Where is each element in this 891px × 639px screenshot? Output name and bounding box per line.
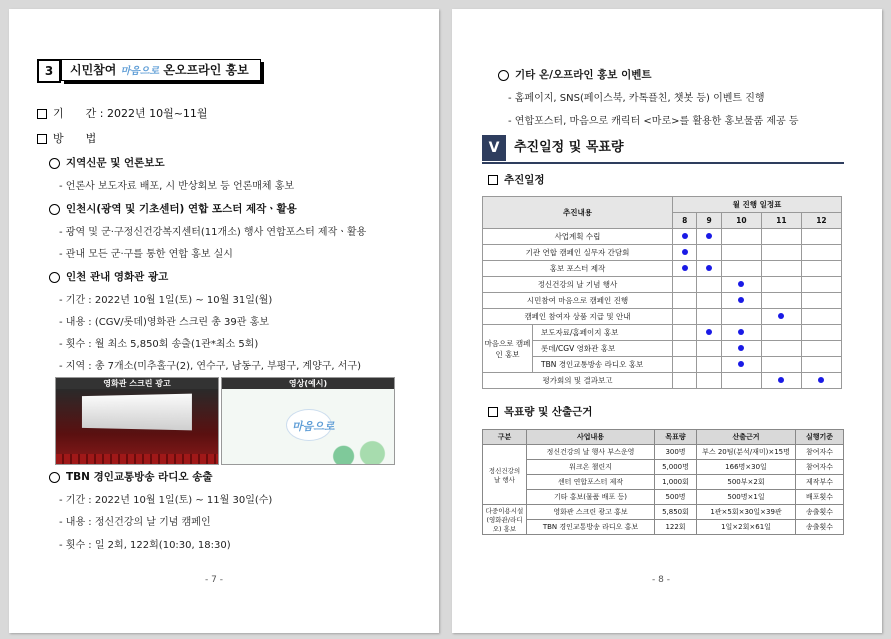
schedule-cell: [673, 357, 697, 373]
item-heading: [49, 201, 297, 216]
schedule-task: 사업계획 수립: [483, 229, 673, 245]
goal-cell: 5,000명: [655, 460, 697, 475]
schedule-row: [483, 245, 842, 261]
goal-row: [483, 490, 844, 505]
schedule-task: 정신건강의 날 기념 행사: [483, 277, 673, 293]
goal-row: [483, 475, 844, 490]
schedule-cell: [721, 293, 761, 309]
item-line: - 관내 모든 군·구를 통한 연합 홍보 실시: [59, 249, 233, 260]
schedule-cell: [721, 277, 761, 293]
schedule-cell: [673, 293, 697, 309]
schedule-cell: [761, 373, 801, 389]
goal-row: [483, 460, 844, 475]
goal-cell: 참여자수: [796, 460, 844, 475]
schedule-row: [483, 277, 842, 293]
schedule-cell: [721, 357, 761, 373]
item-line: - 연합포스터, 마음으로 캐릭터 <마로>를 활용한 홍보물품 제공 등: [508, 116, 799, 127]
circle-bullet-icon: [49, 272, 60, 283]
schedule-cell: [673, 325, 697, 341]
circle-bullet-icon: [49, 472, 60, 483]
goal-cell: TBN 경인교통방송 라디오 홍보: [527, 520, 655, 535]
goal-cell: 정신건강의 날 행사 부스운영: [527, 445, 655, 460]
schedule-dot-mark: [706, 329, 712, 335]
period-line: [37, 105, 208, 121]
cinema-screen-image: [55, 377, 219, 465]
month-header: 9: [697, 213, 721, 229]
schedule-row: [483, 325, 842, 341]
goal-cell: 500부×2회: [697, 475, 796, 490]
square-bullet-icon: [488, 175, 498, 185]
schedule-task: 롯데/CGV 영화관 홍보: [533, 341, 673, 357]
schedule-cell: [697, 229, 721, 245]
item-heading-text: 지역신문 및 언론보도: [66, 157, 165, 169]
item-line: - 광역 및 군·구정신건강복지센터(11개소) 행사 연합포스터 제작ㆍ활용: [59, 227, 367, 238]
schedule-cell: [721, 341, 761, 357]
schedule-body: [483, 229, 842, 389]
schedule-task: 기관 연합 캠페인 실무자 간담회: [483, 245, 673, 261]
schedule-table: [482, 196, 842, 389]
schedule-row: [483, 229, 842, 245]
schedule-dot-mark: [682, 233, 688, 239]
item-line: - 기간 : 2022년 10월 1일(토) ~ 10월 31일(월): [59, 295, 273, 306]
goal-cell: 배포횟수: [796, 490, 844, 505]
section-title-suffix: 온오프라인 홍보: [163, 63, 249, 77]
section-number: 3: [37, 59, 61, 83]
square-bullet-icon: [488, 407, 498, 417]
schedule-cell: [721, 309, 761, 325]
item-heading-text: 인천시(광역 및 기초센터) 연합 포스터 제작ㆍ활용: [66, 203, 297, 215]
month-header: 8: [673, 213, 697, 229]
schedule-cell: [761, 341, 801, 357]
schedule-task: 캠페인 참여자 상품 지급 및 안내: [483, 309, 673, 325]
item-line: - 횟수 : 월 최소 5,850회 송출(1관*최소 5회): [59, 339, 259, 350]
schedule-cell: [761, 245, 801, 261]
month-header: 12: [801, 213, 841, 229]
goal-cell: 500명: [655, 490, 697, 505]
circle-bullet-icon: [49, 204, 60, 215]
schedule-row: [483, 309, 842, 325]
schedule-cell: [697, 261, 721, 277]
schedule-header-task: 추진내용: [483, 197, 673, 229]
schedule-task: 홍보 포스터 제작: [483, 261, 673, 277]
schedule-cell: [801, 357, 841, 373]
goal-cell: 기타 홍보(물품 배포 등): [527, 490, 655, 505]
schedule-cell: [761, 229, 801, 245]
goal-cell: 1일×2회×61일: [697, 520, 796, 535]
goal-cell: 제작부수: [796, 475, 844, 490]
schedule-task: TBN 경인교통방송 라디오 홍보: [533, 357, 673, 373]
item-line: - 기간 : 2022년 10월 1일(토) ~ 11월 30일(수): [59, 495, 273, 506]
goal-row: [483, 520, 844, 535]
schedule-cell: [697, 277, 721, 293]
page-number: - 8 -: [652, 575, 670, 585]
schedule-cell: [697, 373, 721, 389]
goal-header: 실행기준: [796, 430, 844, 445]
schedule-task: 평가회의 및 결과보고: [483, 373, 673, 389]
item-heading-text: 기타 온/오프라인 홍보 이벤트: [515, 69, 652, 81]
schedule-cell: [673, 245, 697, 261]
poster-graphic: [222, 389, 394, 464]
schedule-cell: [721, 245, 761, 261]
goal-cell: 5,850회: [655, 505, 697, 520]
schedule-dot-mark: [738, 345, 744, 351]
schedule-row: [483, 261, 842, 277]
schedule-cell: [761, 277, 801, 293]
campaign-group-label: [483, 325, 533, 373]
video-example-image: [221, 377, 395, 465]
schedule-row: [483, 373, 842, 389]
goal-row: [483, 445, 844, 460]
goal-row: [483, 505, 844, 520]
cinema-seats: [56, 454, 218, 464]
item-heading: [498, 67, 652, 82]
schedule-cell: [761, 325, 801, 341]
schedule-dot-mark: [682, 249, 688, 255]
schedule-cell: [673, 277, 697, 293]
goal-cell: 송출횟수: [796, 520, 844, 535]
section-title-prefix: 시민참여: [70, 63, 117, 77]
schedule-cell: [697, 357, 721, 373]
schedule-dot-mark: [778, 313, 784, 319]
goal-cell: 센터 연합포스터 제작: [527, 475, 655, 490]
schedule-cell: [761, 293, 801, 309]
month-header: 11: [761, 213, 801, 229]
goal-group: 다중이용시설(영화관/라디오) 홍보: [483, 505, 527, 535]
item-line: - 지역 : 총 7개소(미추홀구(2), 연수구, 남동구, 부평구, 계양구, 서구): [59, 361, 361, 372]
item-line: - 횟수 : 일 2회, 122회(10:30, 18:30): [59, 540, 231, 551]
cinema-screen: [82, 394, 192, 431]
schedule-cell: [697, 293, 721, 309]
maeumeuro-logo: 마음으로: [292, 420, 335, 433]
schedule-cell: [697, 341, 721, 357]
item-line: - 언론사 보도자료 배포, 시 반상회보 등 언론매체 홍보: [59, 181, 295, 192]
schedule-cell: [801, 277, 841, 293]
image-caption: 영상(예시): [222, 378, 394, 389]
goal-cell: 송출횟수: [796, 505, 844, 520]
goal-cell: 166명×30일: [697, 460, 796, 475]
item-heading-text: TBN 경인교통방송 라디오 송출: [66, 471, 213, 483]
item-heading: [49, 155, 165, 170]
schedule-header-month: 월 진행 일정표: [673, 197, 842, 213]
goal-cell: 워크온 챌린지: [527, 460, 655, 475]
schedule-cell: [673, 309, 697, 325]
schedule-cell: [801, 309, 841, 325]
goal-header: 구분: [483, 430, 527, 445]
subsection-heading: [488, 172, 545, 187]
leaf-decoration: [322, 438, 394, 464]
schedule-cell: [697, 245, 721, 261]
schedule-dot-mark: [738, 329, 744, 335]
goal-cell: 122회: [655, 520, 697, 535]
schedule-dot-mark: [706, 265, 712, 271]
schedule-cell: [721, 229, 761, 245]
schedule-task: 시민참여 마음으로 캠페인 진행: [483, 293, 673, 309]
circle-bullet-icon: [498, 70, 509, 81]
schedule-dot-mark: [738, 361, 744, 367]
schedule-cell: [761, 309, 801, 325]
schedule-cell: [801, 261, 841, 277]
schedule-cell: [673, 229, 697, 245]
schedule-dot-mark: [778, 377, 784, 383]
schedule-dot-mark: [682, 265, 688, 271]
item-heading-text: 인천 관내 영화관 광고: [66, 271, 169, 283]
goal-cell: 1,000회: [655, 475, 697, 490]
schedule-dot-mark: [818, 377, 824, 383]
schedule-cell: [721, 325, 761, 341]
section-title: 추진일정 및 목표량: [514, 140, 624, 155]
schedule-cell: [801, 341, 841, 357]
document-page-left: [9, 9, 439, 633]
schedule-cell: [721, 373, 761, 389]
circle-bullet-icon: [49, 158, 60, 169]
schedule-dot-mark: [706, 233, 712, 239]
schedule-task: 보도자료/홈페이지 홍보: [533, 325, 673, 341]
item-heading: [49, 469, 213, 484]
subsection-heading-text: 추진일정: [504, 174, 545, 186]
schedule-cell: [801, 229, 841, 245]
schedule-cell: [697, 309, 721, 325]
schedule-cell: [801, 325, 841, 341]
section-title: [61, 59, 261, 81]
goal-cell: 참여자수: [796, 445, 844, 460]
goal-cell: 300명: [655, 445, 697, 460]
image-caption: 영화관 스크린 광고: [56, 378, 218, 389]
section-underline: [482, 162, 844, 164]
schedule-cell: [673, 261, 697, 277]
schedule-cell: [801, 373, 841, 389]
method-text: 방 법: [53, 132, 97, 145]
subsection-heading-text: 목표량 및 산출근거: [504, 406, 593, 418]
goal-header: 목표량: [655, 430, 697, 445]
schedule-cell: [673, 373, 697, 389]
maeumeuro-logo: 마음으로: [120, 66, 160, 77]
subsection-heading: [488, 404, 592, 419]
period-text: 기 간 : 2022년 10월~11월: [53, 107, 208, 120]
schedule-cell: [721, 261, 761, 277]
schedule-cell: [801, 293, 841, 309]
cinema-photo: [56, 389, 218, 464]
schedule-cell: [801, 245, 841, 261]
goal-header-row: [483, 430, 844, 445]
schedule-cell: [761, 357, 801, 373]
square-bullet-icon: [37, 109, 47, 119]
goal-table: [482, 429, 844, 535]
schedule-row: [483, 357, 842, 373]
schedule-dot-mark: [738, 297, 744, 303]
document-page-right: [452, 9, 882, 633]
schedule-cell: [761, 261, 801, 277]
goal-cell: 부스 20팀(분석/재미)×15명: [697, 445, 796, 460]
method-line: [37, 130, 96, 146]
square-bullet-icon: [37, 134, 47, 144]
section-number: Ⅴ: [482, 135, 506, 161]
schedule-cell: [697, 325, 721, 341]
schedule-row: [483, 293, 842, 309]
goal-header: 사업내용: [527, 430, 655, 445]
schedule-row: [483, 341, 842, 357]
month-header: 10: [721, 213, 761, 229]
goal-cell: 500명×1일: [697, 490, 796, 505]
schedule-dot-mark: [738, 281, 744, 287]
goal-cell: 1관×5회×30일×39관: [697, 505, 796, 520]
item-line: - 홈페이지, SNS(페이스북, 카톡플친, 챗봇 등) 이벤트 진행: [508, 93, 765, 104]
goal-cell: 영화관 스크린 광고 홍보: [527, 505, 655, 520]
item-line: - 내용 : 정신건강의 날 기념 캠페인: [59, 517, 211, 528]
item-line: - 내용 : (CGV/롯데)영화관 스크린 총 39관 홍보: [59, 317, 269, 328]
item-heading: [49, 269, 168, 284]
schedule-cell: [673, 341, 697, 357]
goal-body: [483, 445, 844, 535]
goal-group: 정신건강의 날 행사: [483, 445, 527, 505]
group-label-text: 마음으로 캠페인 홍보: [484, 338, 531, 359]
goal-header: 산출근거: [697, 430, 796, 445]
page-number: - 7 -: [205, 575, 223, 585]
